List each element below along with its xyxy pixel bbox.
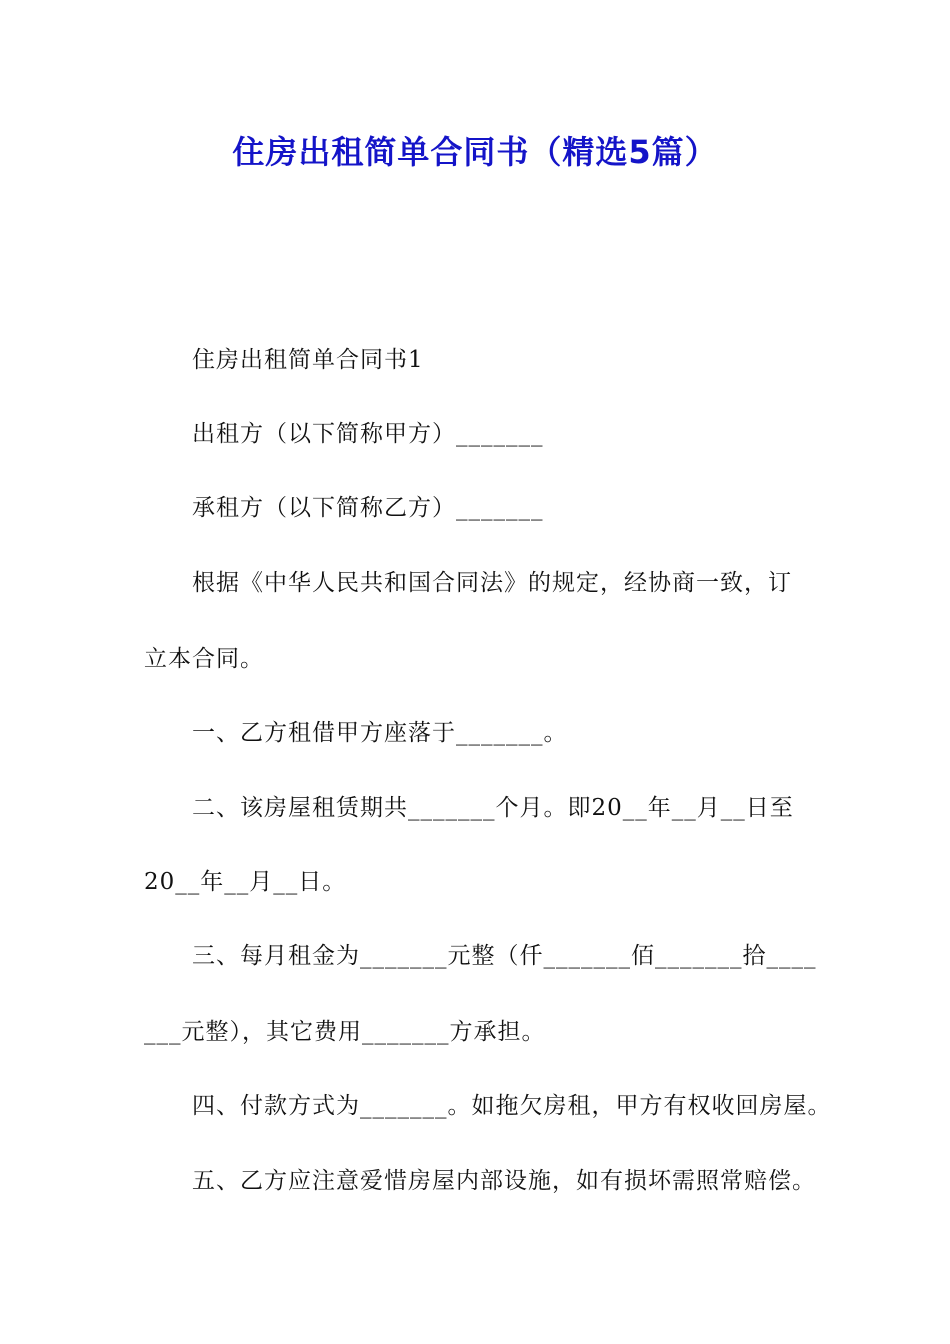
body-line: 出租方（以下简称甲方）_______: [192, 421, 544, 447]
body-line: 一、乙方租借甲方座落于_______。: [192, 720, 568, 746]
body-line: 四、付款方式为_______。如拖欠房租，甲方有权收回房屋。: [192, 1093, 832, 1119]
section-heading: 住房出租简单合同书1: [192, 347, 424, 373]
document-title: 住房出租简单合同书（精选5篇）: [232, 133, 718, 171]
body-line: 20__年__月__日。: [144, 869, 347, 895]
body-line: 根据《中华人民共和国合同法》的规定，经协商一致，订: [192, 570, 792, 596]
body-line: 承租方（以下简称乙方）_______: [192, 495, 544, 521]
body-line: 立本合同。: [144, 646, 264, 672]
body-line: 三、每月租金为_______元整（仟_______佰_______拾____: [192, 943, 817, 969]
body-line: ___元整），其它费用_______方承担。: [144, 1019, 546, 1045]
body-line: 二、该房屋租赁期共_______个月。即20__年__月__日至: [192, 795, 794, 821]
body-line: 五、乙方应注意爱惜房屋内部设施，如有损坏需照常赔偿。: [192, 1168, 816, 1194]
